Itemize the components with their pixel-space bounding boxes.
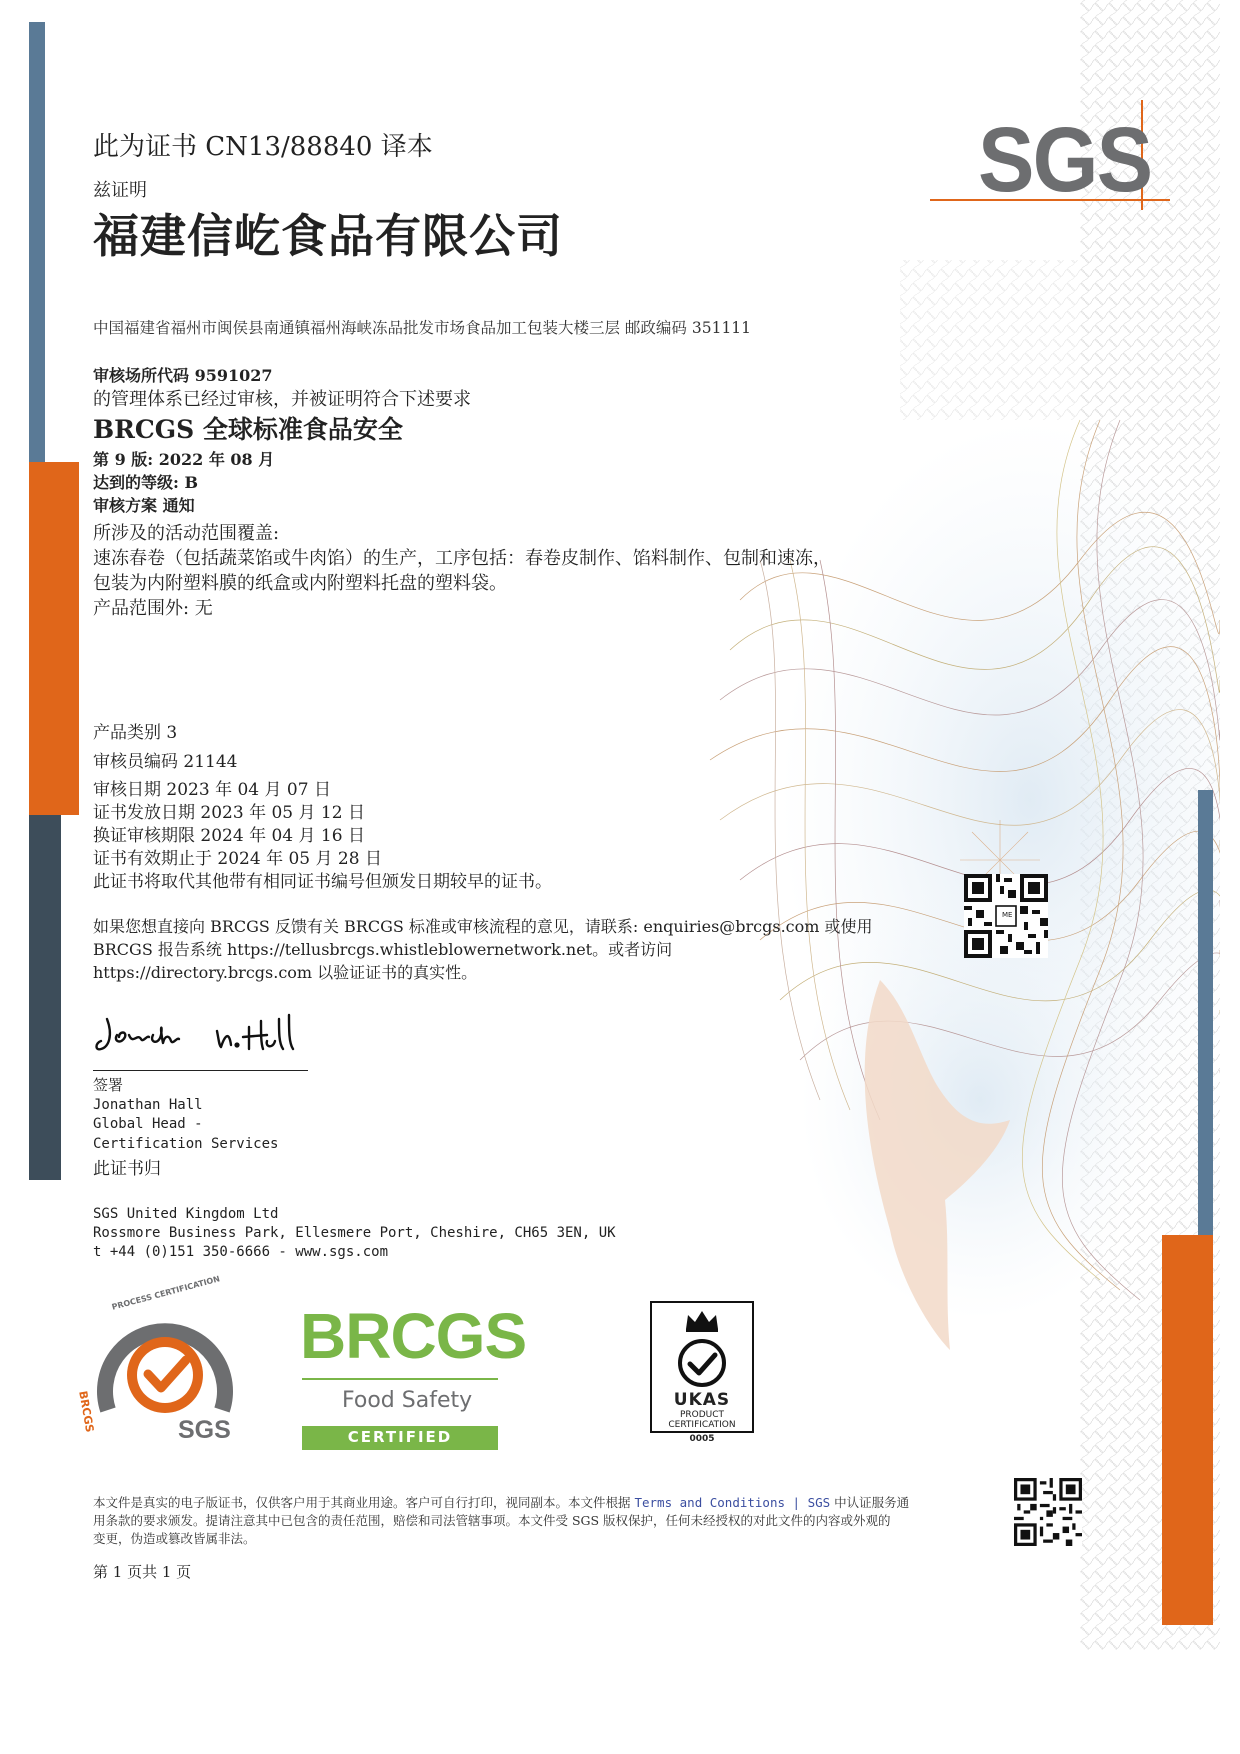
issue-date: 证书发放日期 2023 年 05 月 12 日 [93,803,365,823]
footer-qr-code[interactable] [1014,1478,1082,1546]
signatory-name: Jonathan Hall [93,1097,203,1113]
badge-sgs-text: SGS [178,1416,231,1444]
issuer-address: Rossmore Business Park, Ellesmere Port, Cheshire, CH65 3EN, UK [93,1225,616,1241]
signatory-title-2: Certification Services [93,1136,279,1152]
feedback-line-2: BRCGS 报告系统 https://tellusbrcgs.whistleblowernetwork.net。或者访问 [93,940,673,959]
qr-center-label: ME [1002,911,1013,919]
signatory-title-1: Global Head - [93,1116,203,1132]
sgs-logo [930,100,1170,210]
page-number: 第 1 页共 1 页 [93,1563,192,1581]
scope-line-1: 速冻春卷（包括蔬菜馅或牛肉馅）的生产，工序包括：春卷皮制作、馅料制作、包制和速冻， [93,548,831,569]
brcgs-certified-banner [302,1426,498,1450]
signed-label: 签署 [93,1076,124,1094]
certify-label: 兹证明 [93,180,147,201]
guilloche-background [700,0,1220,1754]
checkmark-icon [676,1337,728,1389]
sgs-logo-text: SGS [978,109,1152,211]
grade-achieved: 达到的等级: B [93,473,199,492]
scope-label: 所涉及的活动范围覆盖: [93,523,280,544]
issuer-company: SGS United Kingdom Ltd [93,1206,279,1222]
footer-disclaimer-3: 变更，伪造或篡改皆属非法。 [93,1531,256,1546]
terms-and-conditions-link[interactable]: Terms and Conditions | SGS [634,1495,831,1510]
brcgs-food-safety-badge [300,1300,527,1460]
right-bar-orange [1162,1235,1213,1625]
signature-line [93,1070,308,1071]
feedback-line-3: https://directory.brcgs.com 以验证证书的真实性。 [93,963,478,982]
crown-icon [682,1307,722,1333]
product-category: 产品类别 3 [93,723,178,743]
signature-image [93,1005,313,1065]
audit-statement: 的管理体系已经过审核，并被证明符合下述要求 [93,389,471,410]
auditor-number: 审核员编码 21144 [93,752,238,772]
sgs-process-certification-badge [76,1274,240,1450]
brcgs-food-safety-text: Food Safety [342,1388,473,1413]
ukas-frame [650,1301,754,1433]
company-address: 中国福建省福州市闽侯县南通镇福州海峡冻品批发市场食品加工包装大楼三层 邮政编码 351111 [93,319,752,337]
audit-scheme: 审核方案 通知 [93,496,195,515]
certificate-belongs: 此证书归 [93,1159,161,1179]
company-name: 福建信屹食品有限公司 [93,209,563,263]
badge-process-cert-text: PROCESS CERTIFICATION [110,1274,221,1312]
exclusions: 产品范围外: 无 [93,598,213,619]
ukas-certification-text: CERTIFICATION [668,1420,736,1430]
ukas-product-text: PRODUCT [679,1410,725,1420]
verification-qr-code[interactable] [964,874,1048,958]
badge-brcgs-side-text: BRCGS [76,1389,97,1434]
footer-disclaimer-1 [93,1496,909,1510]
ukas-text: UKAS [673,1390,731,1410]
footer-disclaimer-1a: 本文件是真实的电子版证书，仅供客户用于其商业用途。客户可自行打印，视同副本。本文件根据 [93,1495,635,1510]
expiry-date: 证书有效期止于 2024 年 05 月 28 日 [93,849,382,869]
certificate-number: 此为证书 CN13/88840 译本 [93,132,433,162]
brcgs-certified-text: CERTIFIED [347,1428,453,1446]
issuer-contact: t +44 (0)151 350-6666 - www.sgs.com [93,1244,389,1260]
ukas-number: 0005 [689,1434,715,1444]
brcgs-divider [302,1378,498,1380]
left-bar-slate [29,22,45,462]
standard-name: BRCGS 全球标准食品安全 [93,415,403,444]
scope-line-2: 包装为内附塑料膜的纸盒或内附塑料托盘的塑料袋。 [93,573,507,594]
site-code: 审核场所代码 9591027 [93,366,273,385]
ukas-accreditation-badge [650,1301,754,1446]
audit-date: 审核日期 2023 年 04 月 07 日 [93,780,331,800]
left-bar-orange [29,462,79,815]
right-bar-slate [1198,790,1213,1235]
standard-edition: 第 9 版: 2022 年 08 月 [93,450,275,469]
left-bar-dark [29,815,61,1180]
footer-disclaimer-2: 用条款的要求颁发。提请注意其中已包含的责任范围，赔偿和司法管辖事项。本文件受 SGS 版权保护，任何未经授权的对此文件的内容或外观的 [93,1513,891,1528]
supersede-note: 此证书将取代其他带有相同证书编号但颁发日期较早的证书。 [93,872,552,892]
recert-due: 换证审核期限 2024 年 04 月 16 日 [93,826,365,846]
footer-disclaimer-1b: 中认证服务通 [830,1495,910,1510]
feedback-line-1: 如果您想直接向 BRCGS 反馈有关 BRCGS 标准或审核流程的意见，请联系: enquiries@brcgs.com 或使用 [93,917,873,936]
brcgs-logo-text: BRCGS [300,1300,527,1372]
